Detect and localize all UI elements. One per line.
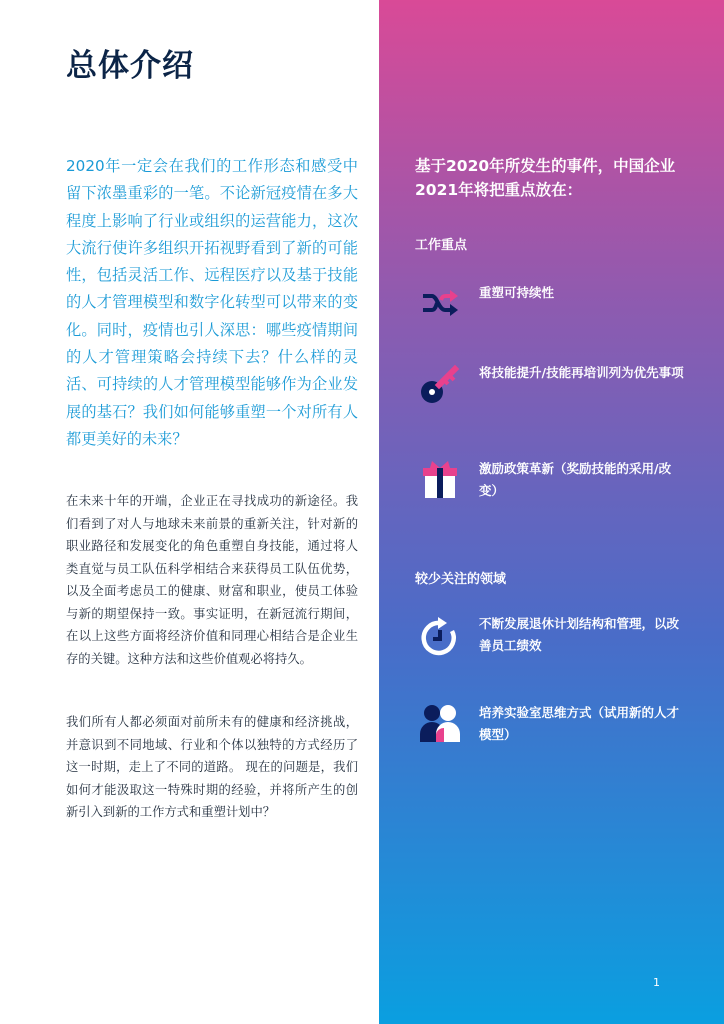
- key-icon: [419, 364, 461, 406]
- focus-item-2-label: 将技能提升/技能再培训列为优先事项: [479, 365, 684, 380]
- clock-refresh-icon: [419, 617, 461, 659]
- section-label-focus: 工作重点: [415, 238, 468, 253]
- section-label-less-focus: 较少关注的领域: [415, 572, 507, 587]
- less-item-2: [415, 702, 695, 750]
- people-icon: [419, 702, 461, 744]
- less-item-1-label: 不断发展退休计划结构和管理，以改善员工绩效: [479, 616, 680, 653]
- lead-paragraph: 2020年一定会在我们的工作形态和感受中留下浓墨重彩的一笔。不论新冠疫情在多大程度上影响了行业或组织的运营能力，这次大流行使许多组织开拓视野看到了新的可能性，包括灵活工作、远程医疗以及基于技能的人才管理模型和数字化转型可以带来的变化。同时，疫情也引人深思：哪些疫情期间的人才管理策略会持续下去？什么样的灵活、可持续的人才管理模型能够作为企业发展的基石？我们如何能够重塑一个对所有人都更美好的未来？: [66, 157, 358, 448]
- shuffle-arrows-icon: [419, 282, 461, 324]
- page-number: 1: [653, 976, 660, 989]
- body-paragraph-2: 我们所有人都必须面对前所未有的健康和经济挑战，并意识到不同地域、行业和个体以独特的方式经历了这一时期，走上了不同的道路。 现在的问题是，我们如何才能汲取这一特殊时期的经验，并将所产生的创新引入到新的工作方式和重塑计划中？: [66, 715, 358, 819]
- focus-item-1-label: 重塑可持续性: [479, 285, 555, 300]
- body-paragraph-1: 在未来十年的开端，企业正在寻找成功的新途径。我们看到了对人与地球未来前景的重新关注，针对新的职业路径和发展变化的角色重塑自身技能，通过将人类直觉与员工队伍科学相结合来获得员工队伍优势，以及全面考虑员工的健康、财富和职业，使员工体验与新的期望保持一致。事实证明，在新冠流行期间，在以上这些方面将经济价值和同理心相结合是企业生存的关键。这种方法和这些价值观必将持久。: [66, 494, 358, 666]
- focus-item-2: [415, 362, 695, 410]
- page-title: 总体介绍: [66, 48, 194, 84]
- focus-item-3-label: 激励政策革新（奖励技能的采用/改变）: [479, 461, 672, 498]
- less-item-2-label: 培养实验室思维方式（试用新的人才模型）: [479, 705, 680, 742]
- right-heading: 基于2020年所发生的事件，中国企业2021年将把重点放在：: [415, 157, 676, 199]
- right-panel: [379, 0, 724, 1024]
- less-item-1: [415, 613, 695, 661]
- gift-icon: [419, 458, 461, 500]
- focus-item-3: [415, 458, 695, 506]
- focus-item-1: [415, 282, 695, 330]
